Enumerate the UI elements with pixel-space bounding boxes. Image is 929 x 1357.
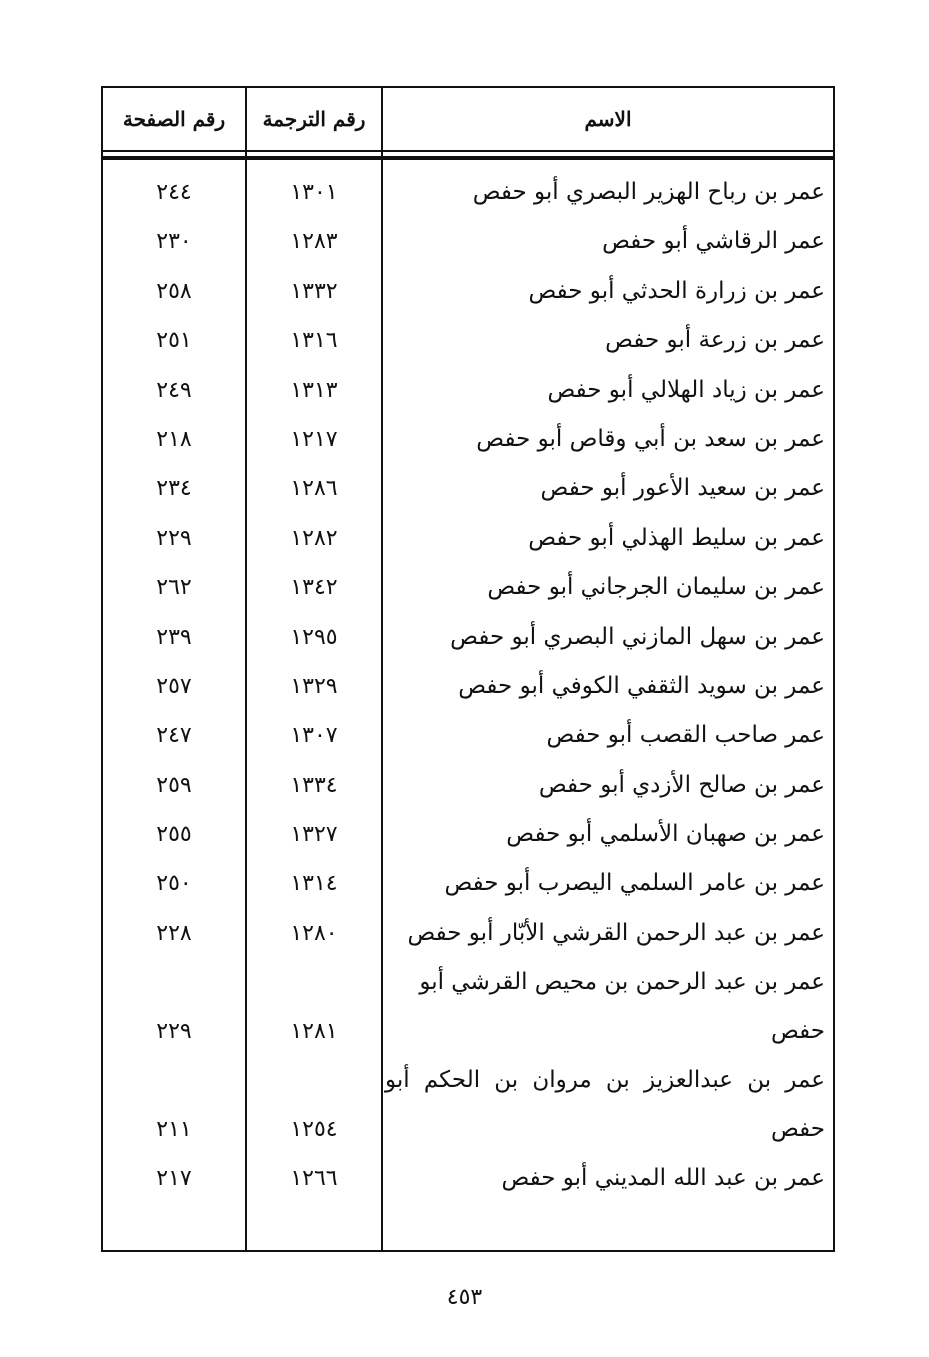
table-body bbox=[103, 168, 833, 1204]
table-row bbox=[103, 415, 833, 464]
entry-translation-no: ١٣١٤ bbox=[290, 871, 338, 897]
table-row bbox=[103, 810, 833, 859]
table-row bbox=[103, 613, 833, 662]
entry-page-no: ٢٢٩ bbox=[156, 1019, 192, 1045]
header-translation-no: رقم الترجمة bbox=[262, 107, 366, 131]
entry-page-no: ٢٥٨ bbox=[156, 278, 192, 304]
table-row bbox=[103, 711, 833, 760]
entry-page-no: ٢٥٥ bbox=[156, 822, 192, 848]
table-row bbox=[103, 958, 833, 1056]
table-row bbox=[103, 563, 833, 612]
entry-name: عمر بن عبدالعزيز بن مروان بن الحكم أبو حفص bbox=[385, 1067, 825, 1143]
table-row bbox=[103, 859, 833, 908]
entry-page-no: ٢٦٢ bbox=[156, 575, 192, 601]
table-row bbox=[103, 267, 833, 316]
entry-name: عمر صاحب القصب أبو حفص bbox=[546, 722, 825, 749]
table-row bbox=[103, 1056, 833, 1154]
table-row bbox=[103, 168, 833, 217]
header-page-no: رقم الصفحة bbox=[122, 107, 226, 131]
table-row bbox=[103, 316, 833, 365]
table-row bbox=[103, 464, 833, 513]
entry-page-no: ٢٥٧ bbox=[156, 673, 192, 699]
entry-name: عمر بن صهبان الأسلمي أبو حفص bbox=[506, 821, 825, 848]
entry-page-no: ٢٥٠ bbox=[156, 871, 192, 897]
entry-page-no: ٢٣٤ bbox=[156, 476, 192, 502]
entry-page-no: ٢١٧ bbox=[156, 1166, 192, 1192]
page-number: ٤٥٣ bbox=[446, 1285, 483, 1310]
entry-page-no: ٢٥٩ bbox=[156, 772, 192, 798]
entry-translation-no: ١٣٣٤ bbox=[290, 772, 338, 798]
entry-translation-no: ١٣١٣ bbox=[290, 377, 338, 403]
entry-page-no: ٢٥١ bbox=[156, 328, 192, 354]
entry-name: عمر بن زرارة الحدثي أبو حفص bbox=[528, 277, 825, 304]
entry-translation-no: ١٣١٦ bbox=[290, 328, 338, 354]
entry-name: عمر الرقاشي أبو حفص bbox=[602, 228, 825, 255]
entry-translation-no: ١٣٠١ bbox=[290, 180, 338, 205]
entry-translation-no: ١٢٨١ bbox=[290, 1019, 338, 1045]
table-row bbox=[103, 217, 833, 266]
entry-name: عمر بن سهل المازني البصري أبو حفص bbox=[450, 623, 825, 650]
header-rule-thick bbox=[103, 156, 833, 160]
entry-translation-no: ١٢٦٦ bbox=[290, 1166, 338, 1192]
entry-name: عمر بن سعد بن أبي وقاص أبو حفص bbox=[476, 425, 825, 452]
entry-translation-no: ١٢٩٥ bbox=[290, 624, 338, 650]
entry-name: عمر بن زياد الهلالي أبو حفص bbox=[547, 376, 825, 403]
entry-translation-no: ١٣٠٧ bbox=[290, 723, 338, 749]
header-name: الاسم bbox=[584, 107, 632, 131]
entry-page-no: ٢٢٩ bbox=[156, 525, 192, 551]
header-rule bbox=[103, 150, 833, 152]
index-table bbox=[101, 86, 835, 1252]
entry-name: عمر بن عبد الله المديني أبو حفص bbox=[501, 1165, 825, 1192]
entry-translation-no: ١٢٨٦ bbox=[290, 476, 338, 502]
table-row bbox=[103, 1154, 833, 1203]
entry-page-no: ٢٢٨ bbox=[156, 920, 192, 946]
table-row bbox=[103, 761, 833, 810]
entry-name: عمر بن سليمان الجرجاني أبو حفص bbox=[487, 574, 825, 601]
entry-translation-no: ١٣٤٢ bbox=[290, 575, 338, 601]
entry-translation-no: ١٢١٧ bbox=[290, 426, 338, 452]
entry-translation-no: ١٢٨٠ bbox=[290, 920, 338, 946]
table-row bbox=[103, 909, 833, 958]
entry-name: عمر بن صالح الأزدي أبو حفص bbox=[538, 771, 825, 798]
entry-translation-no: ١٢٨٢ bbox=[290, 525, 338, 551]
entry-page-no: ٢٣٩ bbox=[156, 624, 192, 650]
entry-name: عمر بن عامر السلمي اليصرب أبو حفص bbox=[444, 870, 825, 897]
entry-page-no: ٢٣٠ bbox=[156, 229, 192, 255]
entry-name: عمر بن سويد الثقفي الكوفي أبو حفص bbox=[458, 672, 825, 699]
entry-page-no: ٢١١ bbox=[156, 1117, 192, 1143]
entry-page-no: ٢٤٩ bbox=[156, 377, 192, 403]
entry-name: عمر بن زرعة أبو حفص bbox=[605, 327, 825, 354]
entry-page-no: ٢٤٤ bbox=[156, 180, 192, 205]
table-row bbox=[103, 514, 833, 563]
entry-page-no: ٢٤٧ bbox=[156, 723, 192, 749]
entry-translation-no: ١٣٢٧ bbox=[290, 822, 338, 848]
entry-translation-no: ١٣٢٩ bbox=[290, 673, 338, 699]
table-row bbox=[103, 366, 833, 415]
entry-page-no: ٢١٨ bbox=[156, 426, 192, 452]
table-row bbox=[103, 662, 833, 711]
entry-name: عمر بن سعيد الأعور أبو حفص bbox=[540, 475, 825, 502]
entry-name: عمر بن عبد الرحمن بن محيص القرشي أبو حفص bbox=[419, 969, 825, 1045]
entry-name: عمر بن سليط الهذلي أبو حفص bbox=[528, 524, 825, 551]
entry-translation-no: ١٢٥٤ bbox=[290, 1117, 338, 1143]
entry-name: عمر بن رباح الهزير البصري أبو حفص bbox=[472, 179, 825, 205]
entry-translation-no: ١٢٨٣ bbox=[290, 229, 338, 255]
entry-name: عمر بن عبد الرحمن القرشي الأبّار أبو حفص bbox=[407, 919, 825, 946]
entry-translation-no: ١٣٣٢ bbox=[290, 278, 338, 304]
